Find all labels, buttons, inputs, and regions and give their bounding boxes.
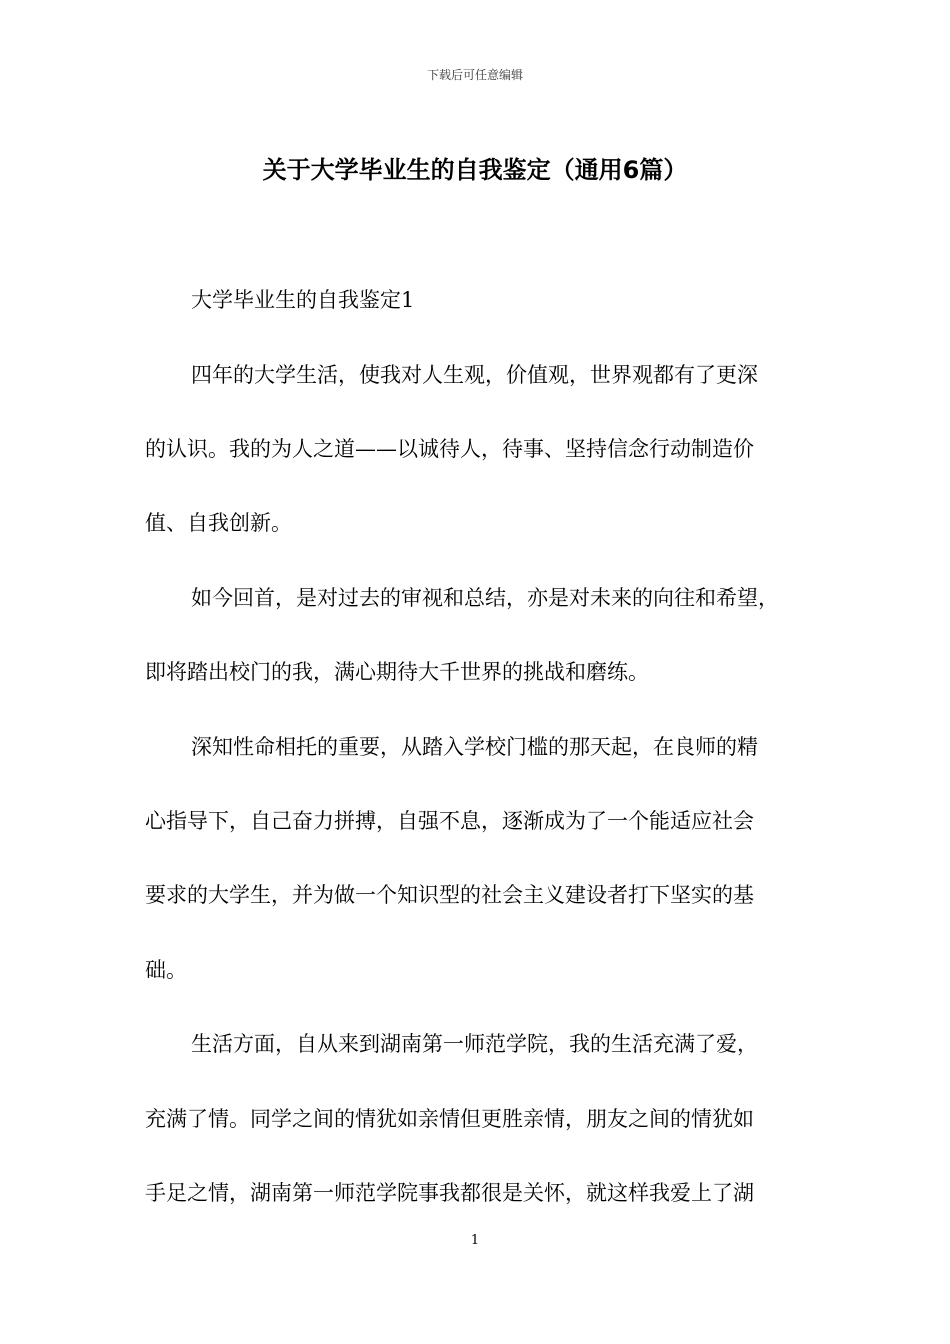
header-note: 下载后可任意编辑	[426, 68, 523, 82]
document-title: 关于大学毕业生的自我鉴定（通用6篇）	[262, 156, 688, 184]
paragraph-line: 值、自我创新。	[145, 511, 292, 535]
paragraph-line: 深知性命相托的重要，从踏入学校门槛的那天起，在良师的精	[191, 735, 758, 759]
paragraph-line: 充满了情。同学之间的情犹如亲情但更胜亲情，朋友之间的情犹如	[145, 1107, 754, 1131]
paragraph-line: 如今回首，是对过去的审视和总结，亦是对未来的向往和希望，	[191, 586, 779, 610]
paragraph-line: 心指导下，自己奋力拼搏，自强不息，逐渐成为了一个能适应社会	[145, 809, 754, 833]
page-number: 1	[470, 1233, 480, 1248]
paragraph-line: 要求的大学生，并为做一个知识型的社会主义建设者打下坚实的基	[145, 883, 754, 907]
paragraph-line: 即将踏出校门的我，满心期待大千世界的挑战和磨练。	[145, 660, 649, 684]
paragraph-line: 生活方面，自从来到湖南第一师范学院，我的生活充满了爱，	[191, 1032, 758, 1056]
paragraph-line: 手足之情，湖南第一师范学院事我都很是关怀，就这样我爱上了湖	[145, 1181, 754, 1205]
paragraph-line: 四年的大学生活，使我对人生观，价值观，世界观都有了更深	[191, 363, 758, 387]
paragraph-line: 础。	[145, 958, 187, 982]
paragraph-line: 的认识。我的为人之道——以诚待人，待事、坚持信念行动制造价	[145, 437, 754, 461]
section-heading: 大学毕业生的自我鉴定1	[191, 288, 415, 312]
